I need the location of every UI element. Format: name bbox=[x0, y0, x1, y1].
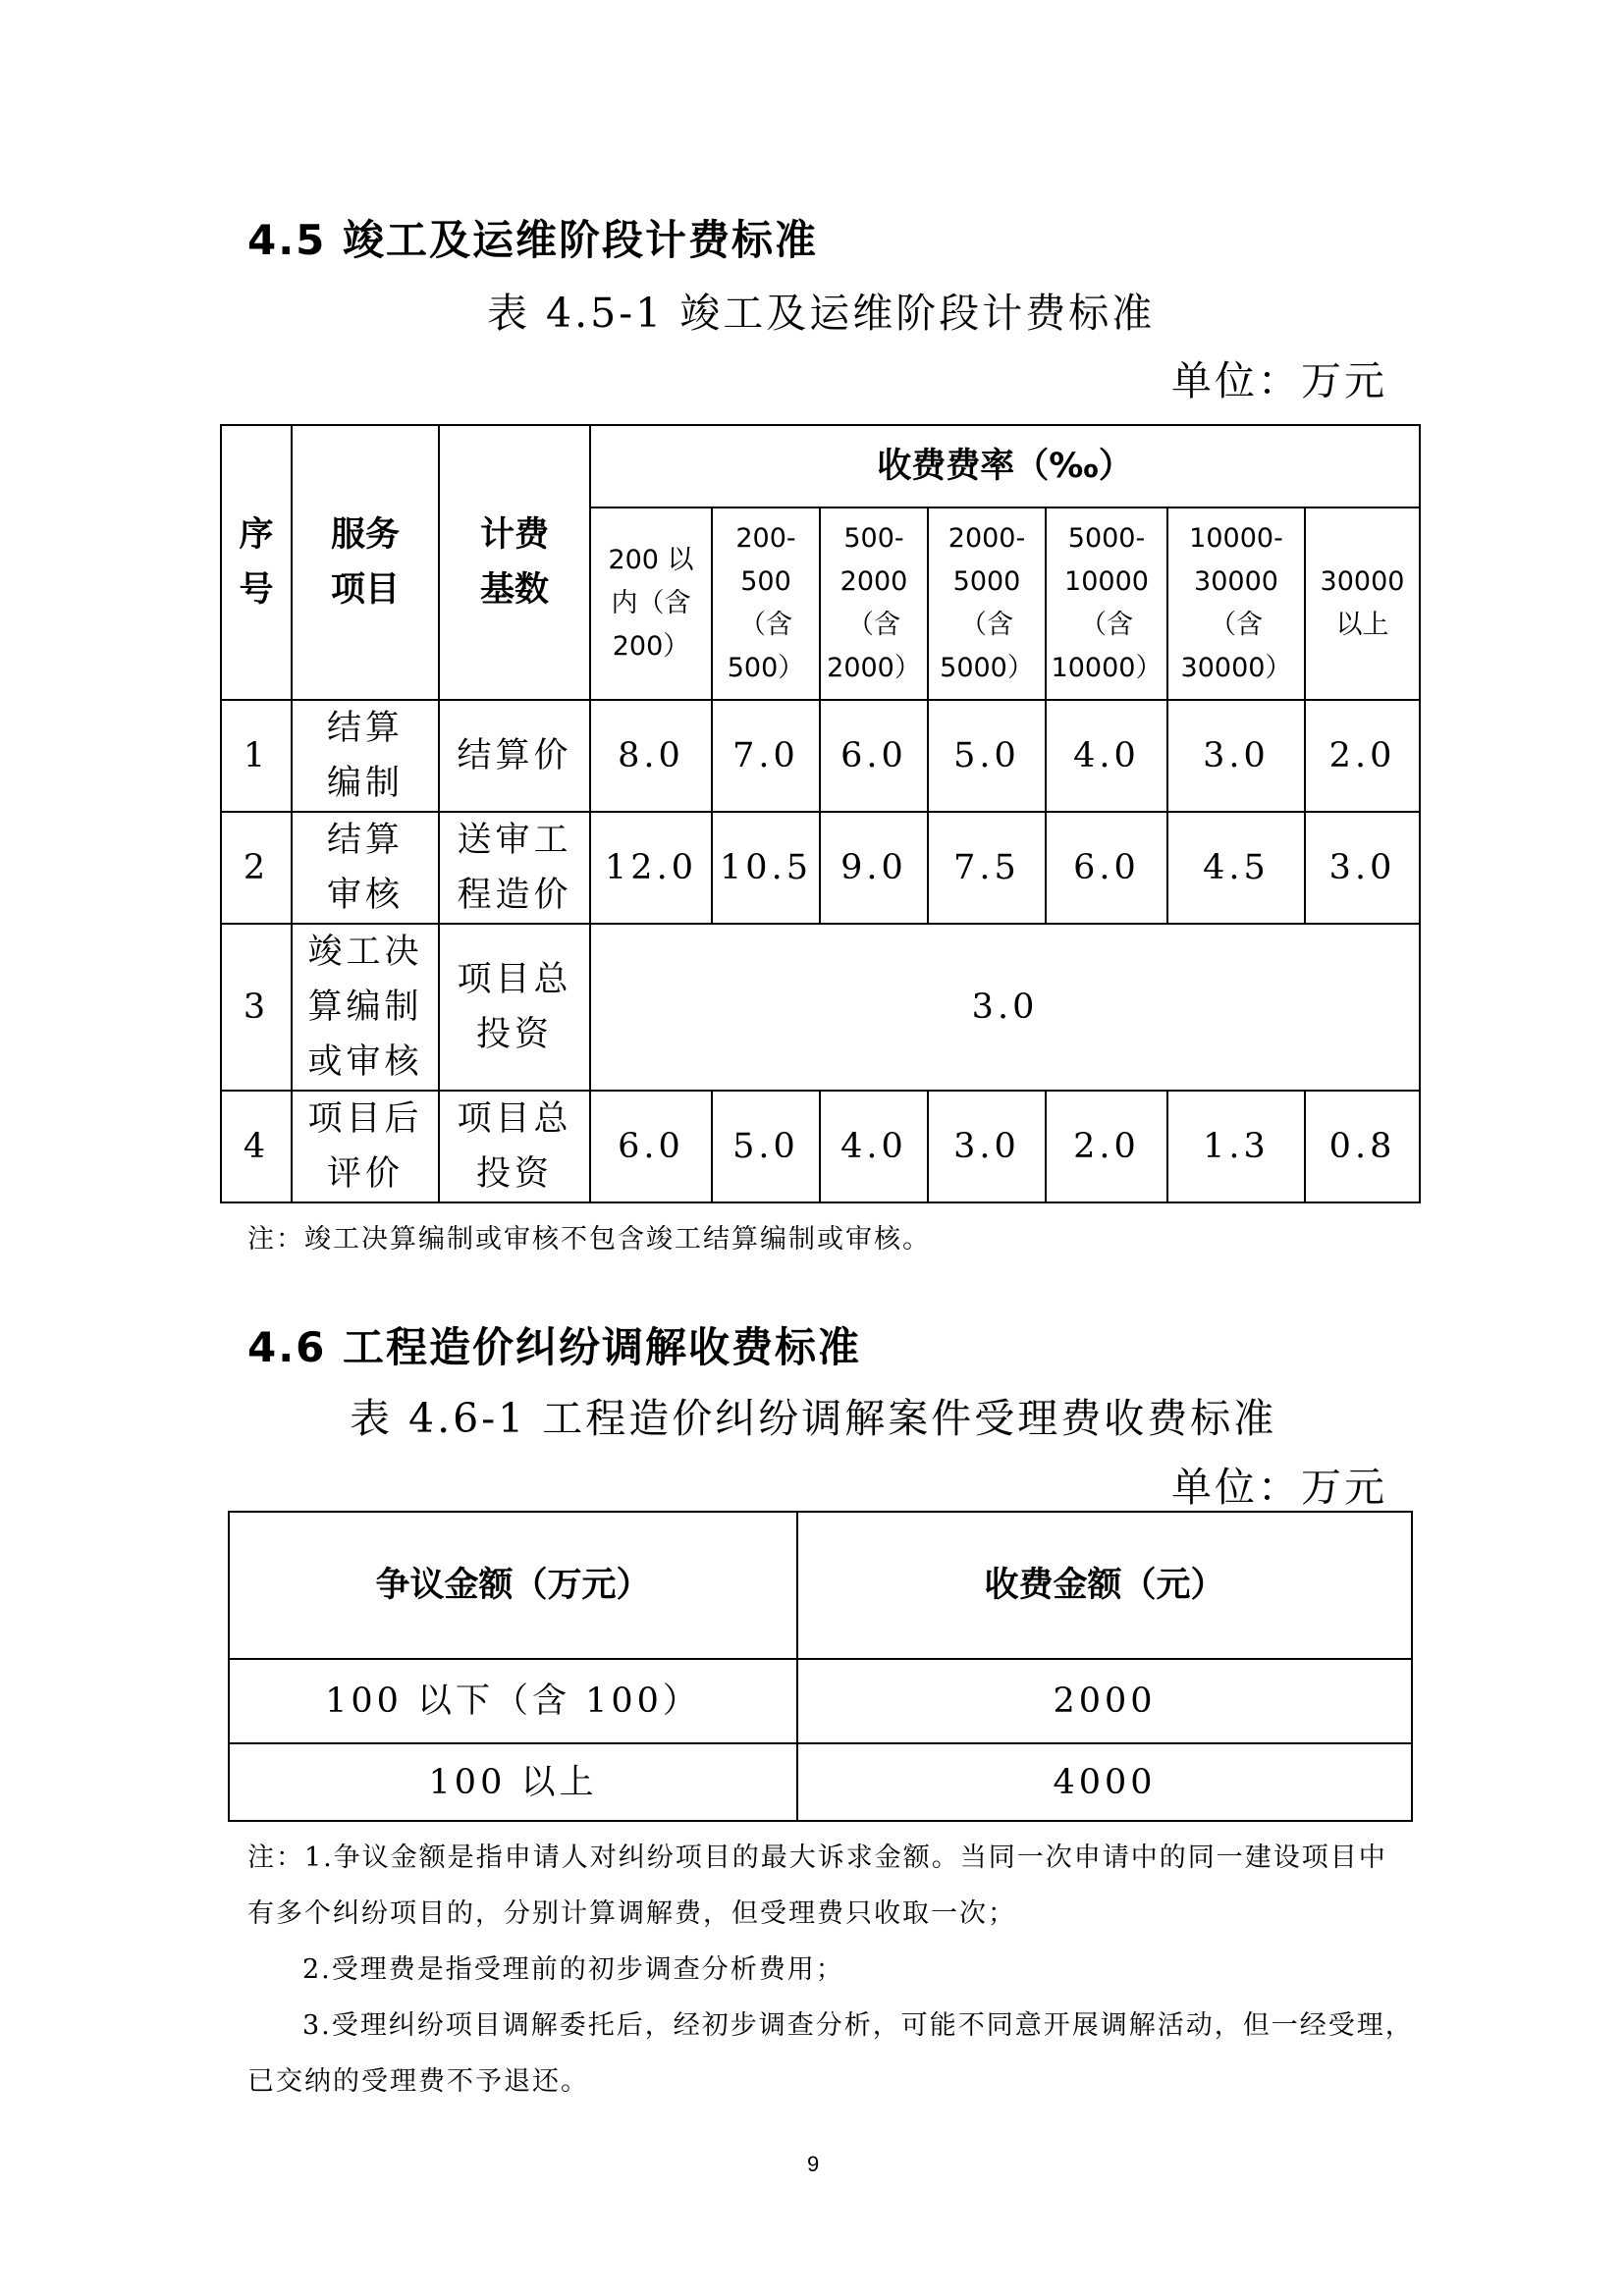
rate-cell: 7.0 bbox=[712, 700, 820, 812]
table-4-5-1-title: 表 4.5-1 竣工及运维阶段计费标准 bbox=[487, 290, 1156, 337]
header-row bbox=[229, 1512, 1412, 1659]
table-4-6-1 bbox=[228, 1511, 1413, 1822]
header-fee-amount: 收费金额（元） bbox=[797, 1512, 1412, 1659]
rate-cell: 3.0 bbox=[928, 1091, 1046, 1202]
dispute-amount-cell: 100 以上 bbox=[229, 1743, 797, 1821]
table-row bbox=[229, 1659, 1412, 1743]
table-4-6-1-note-3: 3.受理纠纷项目调解委托后，经初步调查分析，可能不同意开展调解活动，但一经受理， bbox=[302, 2010, 1414, 2041]
table-4-6-1-note-2: 2.受理费是指受理前的初步调查分析费用； bbox=[302, 1954, 844, 1985]
rate-cell: 6.0 bbox=[1046, 812, 1167, 924]
fee-amount-cell: 4000 bbox=[797, 1743, 1412, 1821]
header-range-2: 200- 500 （含 500） bbox=[712, 507, 820, 700]
rate-cell: 6.0 bbox=[590, 1091, 712, 1202]
row-base: 送审工 程造价 bbox=[439, 812, 590, 924]
table-4-6-1-title: 表 4.6-1 工程造价纠纷调解案件受理费收费标准 bbox=[350, 1395, 1277, 1442]
table-4-5-1 bbox=[220, 424, 1421, 1203]
header-base: 计费 基数 bbox=[439, 425, 590, 700]
row-seq: 4 bbox=[221, 1091, 292, 1202]
rate-cell: 4.5 bbox=[1167, 812, 1305, 924]
table-4-6-1-unit: 单位：万元 bbox=[1171, 1464, 1387, 1511]
row-seq: 1 bbox=[221, 700, 292, 812]
table-row bbox=[221, 812, 1420, 924]
row-base: 项目总 投资 bbox=[439, 1091, 590, 1202]
rate-cell: 3.0 bbox=[1305, 812, 1420, 924]
rate-cell: 4.0 bbox=[820, 1091, 928, 1202]
rate-cell: 1.3 bbox=[1167, 1091, 1305, 1202]
table-row bbox=[221, 924, 1420, 1091]
header-row-1 bbox=[221, 425, 1420, 507]
row-seq: 2 bbox=[221, 812, 292, 924]
fee-amount-cell: 2000 bbox=[797, 1659, 1412, 1743]
rate-cell: 5.0 bbox=[928, 700, 1046, 812]
rate-cell: 5.0 bbox=[712, 1091, 820, 1202]
header-rate-group: 收费费率（‰） bbox=[590, 425, 1420, 507]
row-seq: 3 bbox=[221, 924, 292, 1091]
rate-cell: 9.0 bbox=[820, 812, 928, 924]
rate-cell: 2.0 bbox=[1305, 700, 1420, 812]
table-4-5-1-unit: 单位：万元 bbox=[1171, 357, 1387, 404]
section-4-6-heading: 4.6 工程造价纠纷调解收费标准 bbox=[247, 1323, 862, 1371]
header-range-5: 5000- 10000 （含 10000） bbox=[1046, 507, 1167, 700]
row-base: 项目总 投资 bbox=[439, 924, 590, 1091]
header-dispute-amount: 争议金额（万元） bbox=[229, 1512, 797, 1659]
header-range-3: 500- 2000 （含 2000） bbox=[820, 507, 928, 700]
table-row bbox=[221, 700, 1420, 812]
row-service: 结算 编制 bbox=[292, 700, 439, 812]
header-range-6: 10000- 30000 （含 30000） bbox=[1167, 507, 1305, 700]
rate-cell: 3.0 bbox=[1167, 700, 1305, 812]
header-service: 服务 项目 bbox=[292, 425, 439, 700]
table-row bbox=[221, 1091, 1420, 1202]
row-base: 结算价 bbox=[439, 700, 590, 812]
rate-cell: 8.0 bbox=[590, 700, 712, 812]
table-4-5-1-note: 注：竣工决算编制或审核不包含竣工结算编制或审核。 bbox=[247, 1224, 931, 1255]
header-seq: 序 号 bbox=[221, 425, 292, 700]
table-row bbox=[229, 1743, 1412, 1821]
rate-cell: 6.0 bbox=[820, 700, 928, 812]
rate-cell: 7.5 bbox=[928, 812, 1046, 924]
header-range-1: 200 以 内（含 200） bbox=[590, 507, 712, 700]
rate-cell: 10.5 bbox=[712, 812, 820, 924]
header-range-4: 2000- 5000 （含 5000） bbox=[928, 507, 1046, 700]
table-4-6-1-note-3-cont: 已交纳的受理费不予退还。 bbox=[247, 2066, 589, 2097]
rate-cell: 4.0 bbox=[1046, 700, 1167, 812]
rate-cell: 0.8 bbox=[1305, 1091, 1420, 1202]
table-4-6-1-note-1-cont: 有多个纠纷项目的，分别计算调解费，但受理费只收取一次； bbox=[247, 1898, 1016, 1929]
row-service: 结算 审核 bbox=[292, 812, 439, 924]
page-number: 9 bbox=[807, 2152, 820, 2176]
header-range-7: 30000 以上 bbox=[1305, 507, 1420, 700]
rate-cell: 2.0 bbox=[1046, 1091, 1167, 1202]
row-service: 项目后 评价 bbox=[292, 1091, 439, 1202]
section-4-5-heading: 4.5 竣工及运维阶段计费标准 bbox=[247, 216, 819, 264]
merged-rate-cell: 3.0 bbox=[590, 924, 1420, 1091]
dispute-amount-cell: 100 以下（含 100） bbox=[229, 1659, 797, 1743]
row-service: 竣工决 算编制 或审核 bbox=[292, 924, 439, 1091]
table-4-6-1-note-1: 注：1.争议金额是指申请人对纠纷项目的最大诉求金额。当同一次申请中的同一建设项目中 bbox=[247, 1842, 1387, 1873]
rate-cell: 12.0 bbox=[590, 812, 712, 924]
